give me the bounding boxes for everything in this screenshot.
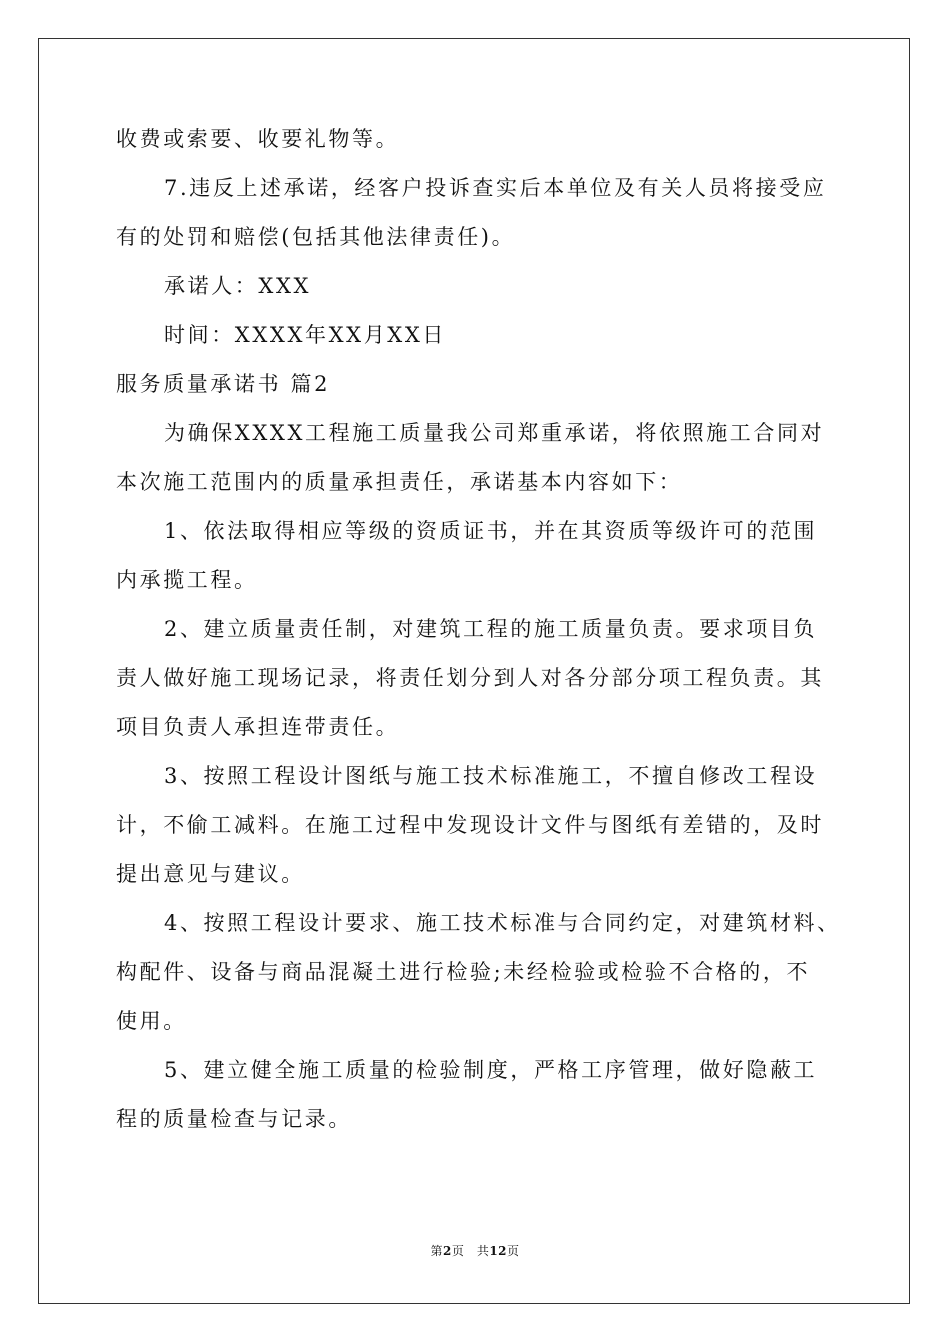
total-page-count: 12 <box>489 1244 508 1258</box>
text-line: 1、依法取得相应等级的资质证书，并在其资质等级许可的范围 <box>164 519 818 543</box>
text-line: 构配件、设备与商品混凝土进行检验;未经检验或检验不合格的，不 <box>116 960 811 984</box>
footer-prefix: 第 <box>430 1244 443 1258</box>
text-line: 有的处罚和赔偿(包括其他法律责任)。 <box>116 225 516 249</box>
text-line: 2、建立质量责任制，对建筑工程的施工质量负责。要求项目负 <box>164 617 818 641</box>
signatory-line: 承诺人：XXX <box>164 274 312 298</box>
text-line: 提出意见与建议。 <box>116 862 305 886</box>
text-line: 收费或索要、收要礼物等。 <box>116 127 400 151</box>
document-body <box>116 124 841 1134</box>
text-line: 5、建立健全施工质量的检验制度，严格工序管理，做好隐蔽工 <box>164 1058 818 1082</box>
text-line: 本次施工范围内的质量承担责任，承诺基本内容如下： <box>116 470 683 494</box>
current-page-number: 2 <box>442 1244 452 1258</box>
text-line: 责人做好施工现场记录，将责任划分到人对各分部分项工程负责。其 <box>116 666 824 690</box>
text-line: 3、按照工程设计图纸与施工技术标准施工，不擅自修改工程设 <box>164 764 818 788</box>
text-line: 4、按照工程设计要求、施工技术标准与合同约定，对建筑材料、 <box>164 911 841 935</box>
footer-suffix: 页 <box>507 1244 520 1258</box>
text-line: 使用。 <box>116 1009 187 1033</box>
text-line: 7.违反上述承诺，经客户投诉查实后本单位及有关人员将接受应 <box>164 176 827 200</box>
text-line: 项目负责人承担连带责任。 <box>116 715 400 739</box>
date-line: 时间：XXXX年XX月XX日 <box>164 323 447 347</box>
footer-mid: 页 共 <box>451 1244 490 1258</box>
text-line: 内承揽工程。 <box>116 568 258 592</box>
text-line: 计，不偷工减料。在施工过程中发现设计文件与图纸有差错的，及时 <box>116 813 824 837</box>
page-footer <box>0 1243 950 1259</box>
section-heading: 服务质量承诺书 篇2 <box>116 372 331 396</box>
text-line: 为确保XXXX工程施工质量我公司郑重承诺，将依照施工合同对 <box>164 421 825 445</box>
text-line: 程的质量检查与记录。 <box>116 1107 352 1131</box>
